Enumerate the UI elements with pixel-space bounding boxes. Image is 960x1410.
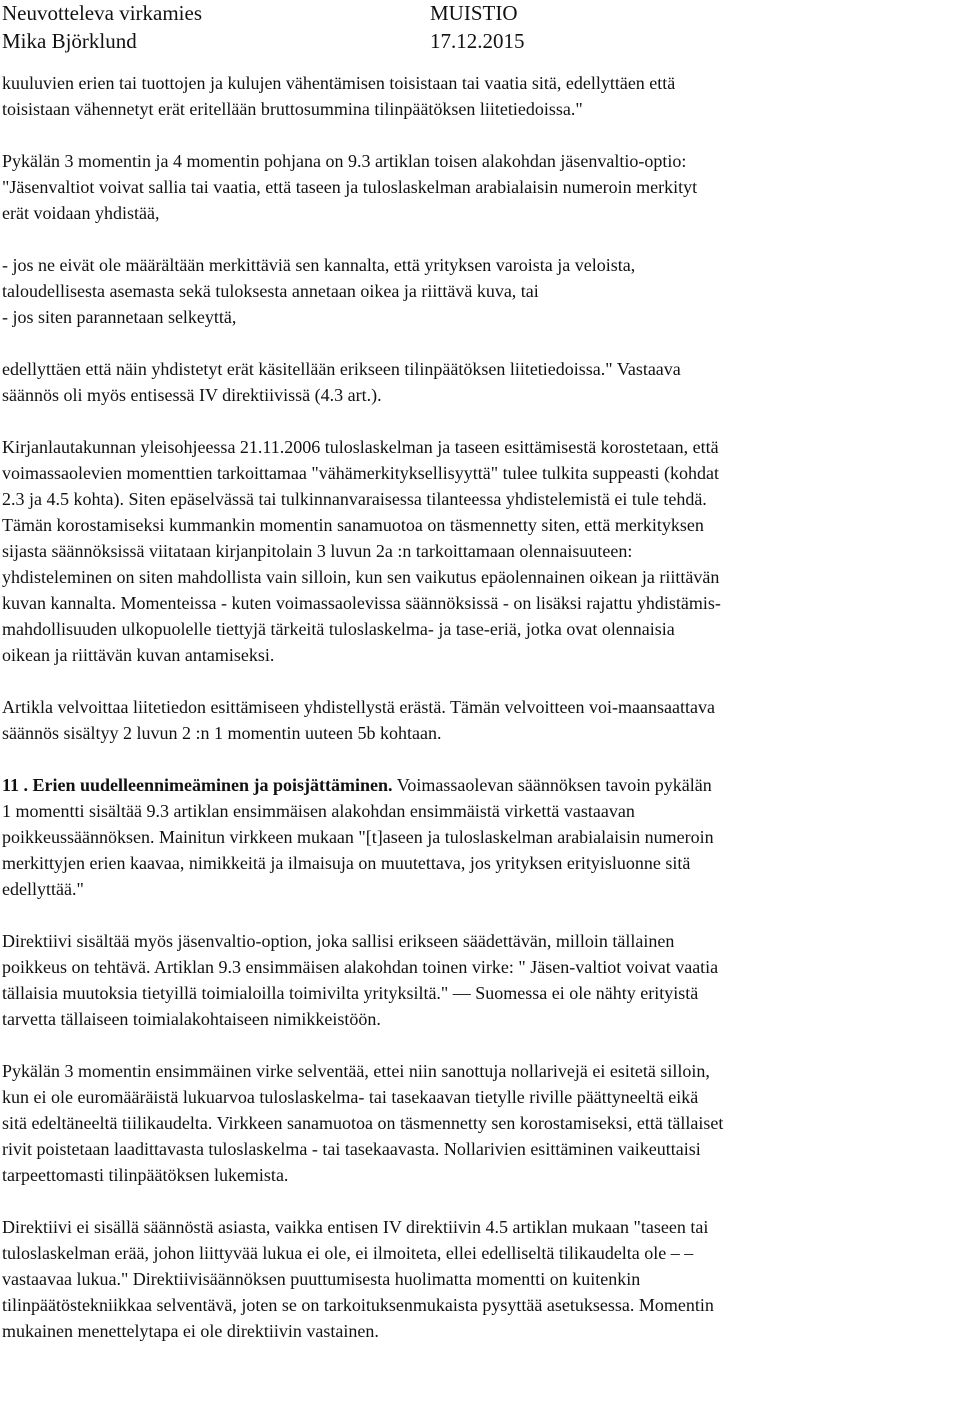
header-document-type: MUISTIO [430, 1, 518, 25]
text-line: kun ei ole euromääräistä lukuarvoa tuloslaskelma- tai tasekaavan tietylle riville päättyneeltä eikä [2, 1087, 699, 1107]
text-line: edellyttäen että näin yhdistetyt erät käsitellään erikseen tilinpäätöksen liitetiedoissa." Vastaava [2, 359, 681, 379]
text-line: Direktiivi sisältää myös jäsenvaltio-option, joka sallisi erikseen säädettävän, milloin tällainen [2, 931, 675, 951]
text-line: Kirjanlautakunnan yleisohjeessa 21.11.2006 tuloslaskelman ja taseen esittämisestä korostetaan, että [2, 437, 719, 457]
text-line: Pykälän 3 momentin ja 4 momentin pohjana on 9.3 artiklan toisen alakohdan jäsenvaltio-optio: [2, 151, 687, 171]
text-line: Artikla velvoittaa liitetiedon esittämiseen yhdistellystä erästä. Tämän velvoitteen voi-maansaattava [2, 697, 715, 717]
text-line: tällaisia muutoksia tietyillä toimialoilla toimivilta yrityksiltä." –– Suomessa ei ole nähty erityistä [2, 983, 699, 1003]
text-line: - jos siten parannetaan selkeyttä, [2, 307, 237, 327]
section-heading-line [2, 772, 957, 798]
text-line: sitä edeltäneeltä tiilikaudelta. Virkkeen sanamuotoa on täsmennetty sen korostamiseksi, että tällaiset [2, 1113, 724, 1133]
text-line: säännös oli myös entisessä IV direktiivissä (4.3 art.). [2, 385, 382, 405]
text-line: edellyttää." [2, 879, 84, 899]
text-line: toisistaan vähennetyt erät eritellään bruttosummina tilinpäätöksen liitetiedoissa." [2, 99, 583, 119]
text-line: 2.3 ja 4.5 kohta). Siten epäselvässä tai tulkinnanvaraisessa tilanteessa yhdistelemistä ei tule tehdä. [2, 489, 707, 509]
paragraph [2, 356, 957, 408]
paragraph [2, 1058, 957, 1188]
section-heading: 11 . Erien uudelleennimeäminen ja poisjättäminen. [2, 775, 393, 795]
text-line: Direktiivi ei sisällä säännöstä asiasta, vaikka entisen IV direktiivin 4.5 artiklan mukaan "taseen tai [2, 1217, 709, 1237]
header-author: Mika Björklund [2, 29, 137, 53]
text-line: kuvan kannalta. Momenteissa - kuten voimassaolevissa säännöksissä - on lisäksi rajattu yhdistämis- [2, 593, 721, 613]
paragraph [2, 772, 957, 902]
text-line: tuloslaskelman erää, johon liittyvää lukua ei ole, ei ilmoiteta, ellei edelliseltä tilikaudelta ole – – [2, 1243, 694, 1263]
text-line: voimassaolevien momenttien tarkoittamaa "vähämerkityksellisyyttä" tulee tulkita suppeasti (kohdat [2, 463, 720, 483]
text-line: poikkeus on tehtävä. Artiklan 9.3 ensimmäisen alakohdan toinen virke: " Jäsen-valtiot voivat vaatia [2, 957, 719, 977]
text-line: kuuluvien erien tai tuottojen ja kulujen vähentämisen toisistaan tai vaatia sitä, edellyttäen että [2, 73, 676, 93]
paragraph [2, 148, 957, 226]
paragraph [2, 928, 957, 1032]
paragraph [2, 434, 957, 668]
text-line: oikean ja riittävän kuvan antamiseksi. [2, 645, 275, 665]
header-organization: Neuvotteleva virkamies [2, 1, 203, 25]
text-line: yhdisteleminen on siten mahdollista vain silloin, kun sen vaikutus epäolennainen oikean ja riittävän [2, 567, 720, 587]
memo-header [0, 0, 960, 56]
memo-body [2, 70, 957, 1370]
text-line: mukainen menettelytapa ei ole direktiivin vastainen. [2, 1321, 379, 1341]
text-line: 1 momentti sisältää 9.3 artiklan ensimmäisen alakohdan ensimmäistä virkettä vastaavan [2, 801, 635, 821]
paragraph [2, 70, 957, 122]
text-line: säännös sisältyy 2 luvun 2 :n 1 momentin uuteen 5b kohtaan. [2, 723, 442, 743]
text-line: Tämän korostamiseksi kummankin momentin sanamuotoa on täsmennetty siten, että merkityksen [2, 515, 704, 535]
text-line: rivit poistetaan laadittavasta tuloslaskelma - tai tasekaavasta. Nollarivien esittäminen vaikeuttaisi [2, 1139, 701, 1159]
text-line: taloudellisesta asemasta sekä tuloksesta annetaan oikea ja riittävä kuva, tai [2, 281, 539, 301]
text-line: Pykälän 3 momentin ensimmäinen virke selventää, ettei niin sanottuja nollarivejä ei esitetä silloin, [2, 1061, 710, 1081]
text-line: "Jäsenvaltiot voivat sallia tai vaatia, että taseen ja tuloslaskelman arabialaisin numeroin merkityt [2, 177, 698, 197]
text-line: tarvetta tällaiseen toimialakohtaiseen nimikkeistöön. [2, 1009, 381, 1029]
paragraph [2, 252, 957, 330]
paragraph [2, 694, 957, 746]
text-line: tarpeettomasti tilinpäätöksen lukemista. [2, 1165, 289, 1185]
text-line: erät voidaan yhdistää, [2, 203, 160, 223]
text-line: tilinpäätöstekniikkaa selventävä, joten se on tarkoituksenmukaista pysyttää asetuksessa. Momentin [2, 1295, 714, 1315]
text-run: Voimassaolevan säännöksen tavoin pykälän [392, 775, 712, 795]
text-line: vastaavaa lukua." Direktiivisäännöksen puuttumisesta huolimatta momentti on kuitenkin [2, 1269, 641, 1289]
text-line: poikkeussäännöksen. Mainitun virkkeen mukaan "[t]aseen ja tuloslaskelman arabialaisin numeroin [2, 827, 714, 847]
header-date: 17.12.2015 [430, 29, 525, 53]
paragraph [2, 1214, 957, 1344]
text-line: mahdollisuuden ulkopuolelle tiettyjä tärkeitä tuloslaskelma- ja tase-eriä, jotka ovat olennaisia [2, 619, 675, 639]
text-line: sijasta säännöksissä viitataan kirjanpitolain 3 luvun 2a :n tarkoittamaan olennaisuuteen: [2, 541, 633, 561]
text-line: merkittyjen erien kaavaa, nimikkeitä ja ilmaisuja on muutettava, jos yrityksen erityisluonne sitä [2, 853, 691, 873]
text-line: - jos ne eivät ole määrältään merkittäviä sen kannalta, että yrityksen varoista ja veloista, [2, 255, 636, 275]
